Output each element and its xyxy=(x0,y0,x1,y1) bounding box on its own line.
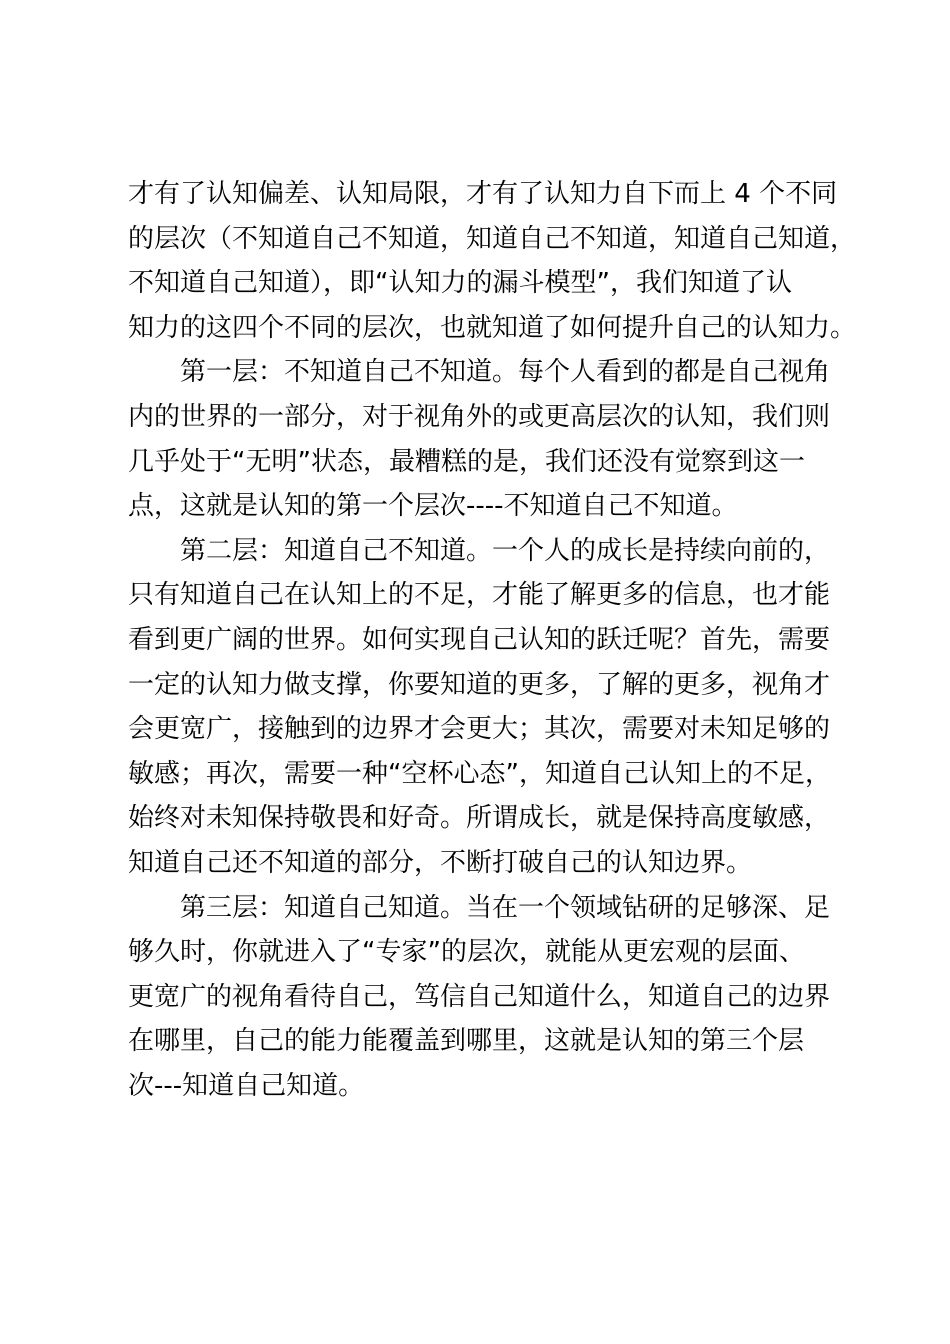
text-line: 看到更广阔的世界。如何实现自己认知的跃迁呢？首先，需要 xyxy=(128,624,831,655)
text-line: 会更宽广，接触到的边界才会更大；其次，需要对未知足够的 xyxy=(128,714,831,745)
text-line: 始终对未知保持敬畏和好奇。所谓成长，就是保持高度敏感， xyxy=(128,803,831,834)
text-line: 不知道自己知道），即“认知力的漏斗模型”，我们知道了认 xyxy=(128,268,792,299)
text-line: 点，这就是认知的第一个层次----不知道自己不知道。 xyxy=(128,491,738,522)
paragraph-first-line: 第二层：知道自己不知道。一个人的成长是持续向前的， xyxy=(180,535,831,566)
text-line: 才有了认知偏差、认知局限，才有了认知力自下而上 4 个不同 xyxy=(128,179,838,209)
text-line: 够久时，你就进入了“专家”的层次，就能从更宏观的层面、 xyxy=(128,937,805,968)
body-text xyxy=(128,172,868,1108)
text-line: 敏感；再次，需要一种“空杯心态”，知道自己认知上的不足， xyxy=(128,758,831,789)
text-line: 只有知道自己在认知上的不足，才能了解更多的信息，也才能 xyxy=(128,580,831,611)
text-line: 知力的这四个不同的层次，也就知道了如何提升自己的认知力。 xyxy=(128,312,857,343)
paragraph-first-line: 第一层：不知道自己不知道。每个人看到的都是自己视角 xyxy=(180,357,831,388)
text-line: 的层次（不知道自己不知道，知道自己不知道，知道自己知道， xyxy=(128,223,857,254)
text-line: 内的世界的一部分，对于视角外的或更高层次的认知，我们则 xyxy=(128,401,831,432)
text-line: 次---知道自己知道。 xyxy=(128,1070,365,1101)
text-line: 在哪里，自己的能力能覆盖到哪里，这就是认知的第三个层 xyxy=(128,1026,805,1057)
text-line: 更宽广的视角看待自己，笃信自己知道什么，知道自己的边界 xyxy=(128,981,831,1012)
paragraph-first-line: 第三层：知道自己知道。当在一个领域钻研的足够深、足 xyxy=(180,892,831,923)
text-line: 一定的认知力做支撑，你要知道的更多，了解的更多，视角才 xyxy=(128,669,831,700)
text-line: 几乎处于“无明”状态，最糟糕的是，我们还没有觉察到这一 xyxy=(128,446,805,477)
text-line: 知道自己还不知道的部分，不断打破自己的认知边界。 xyxy=(128,847,753,878)
